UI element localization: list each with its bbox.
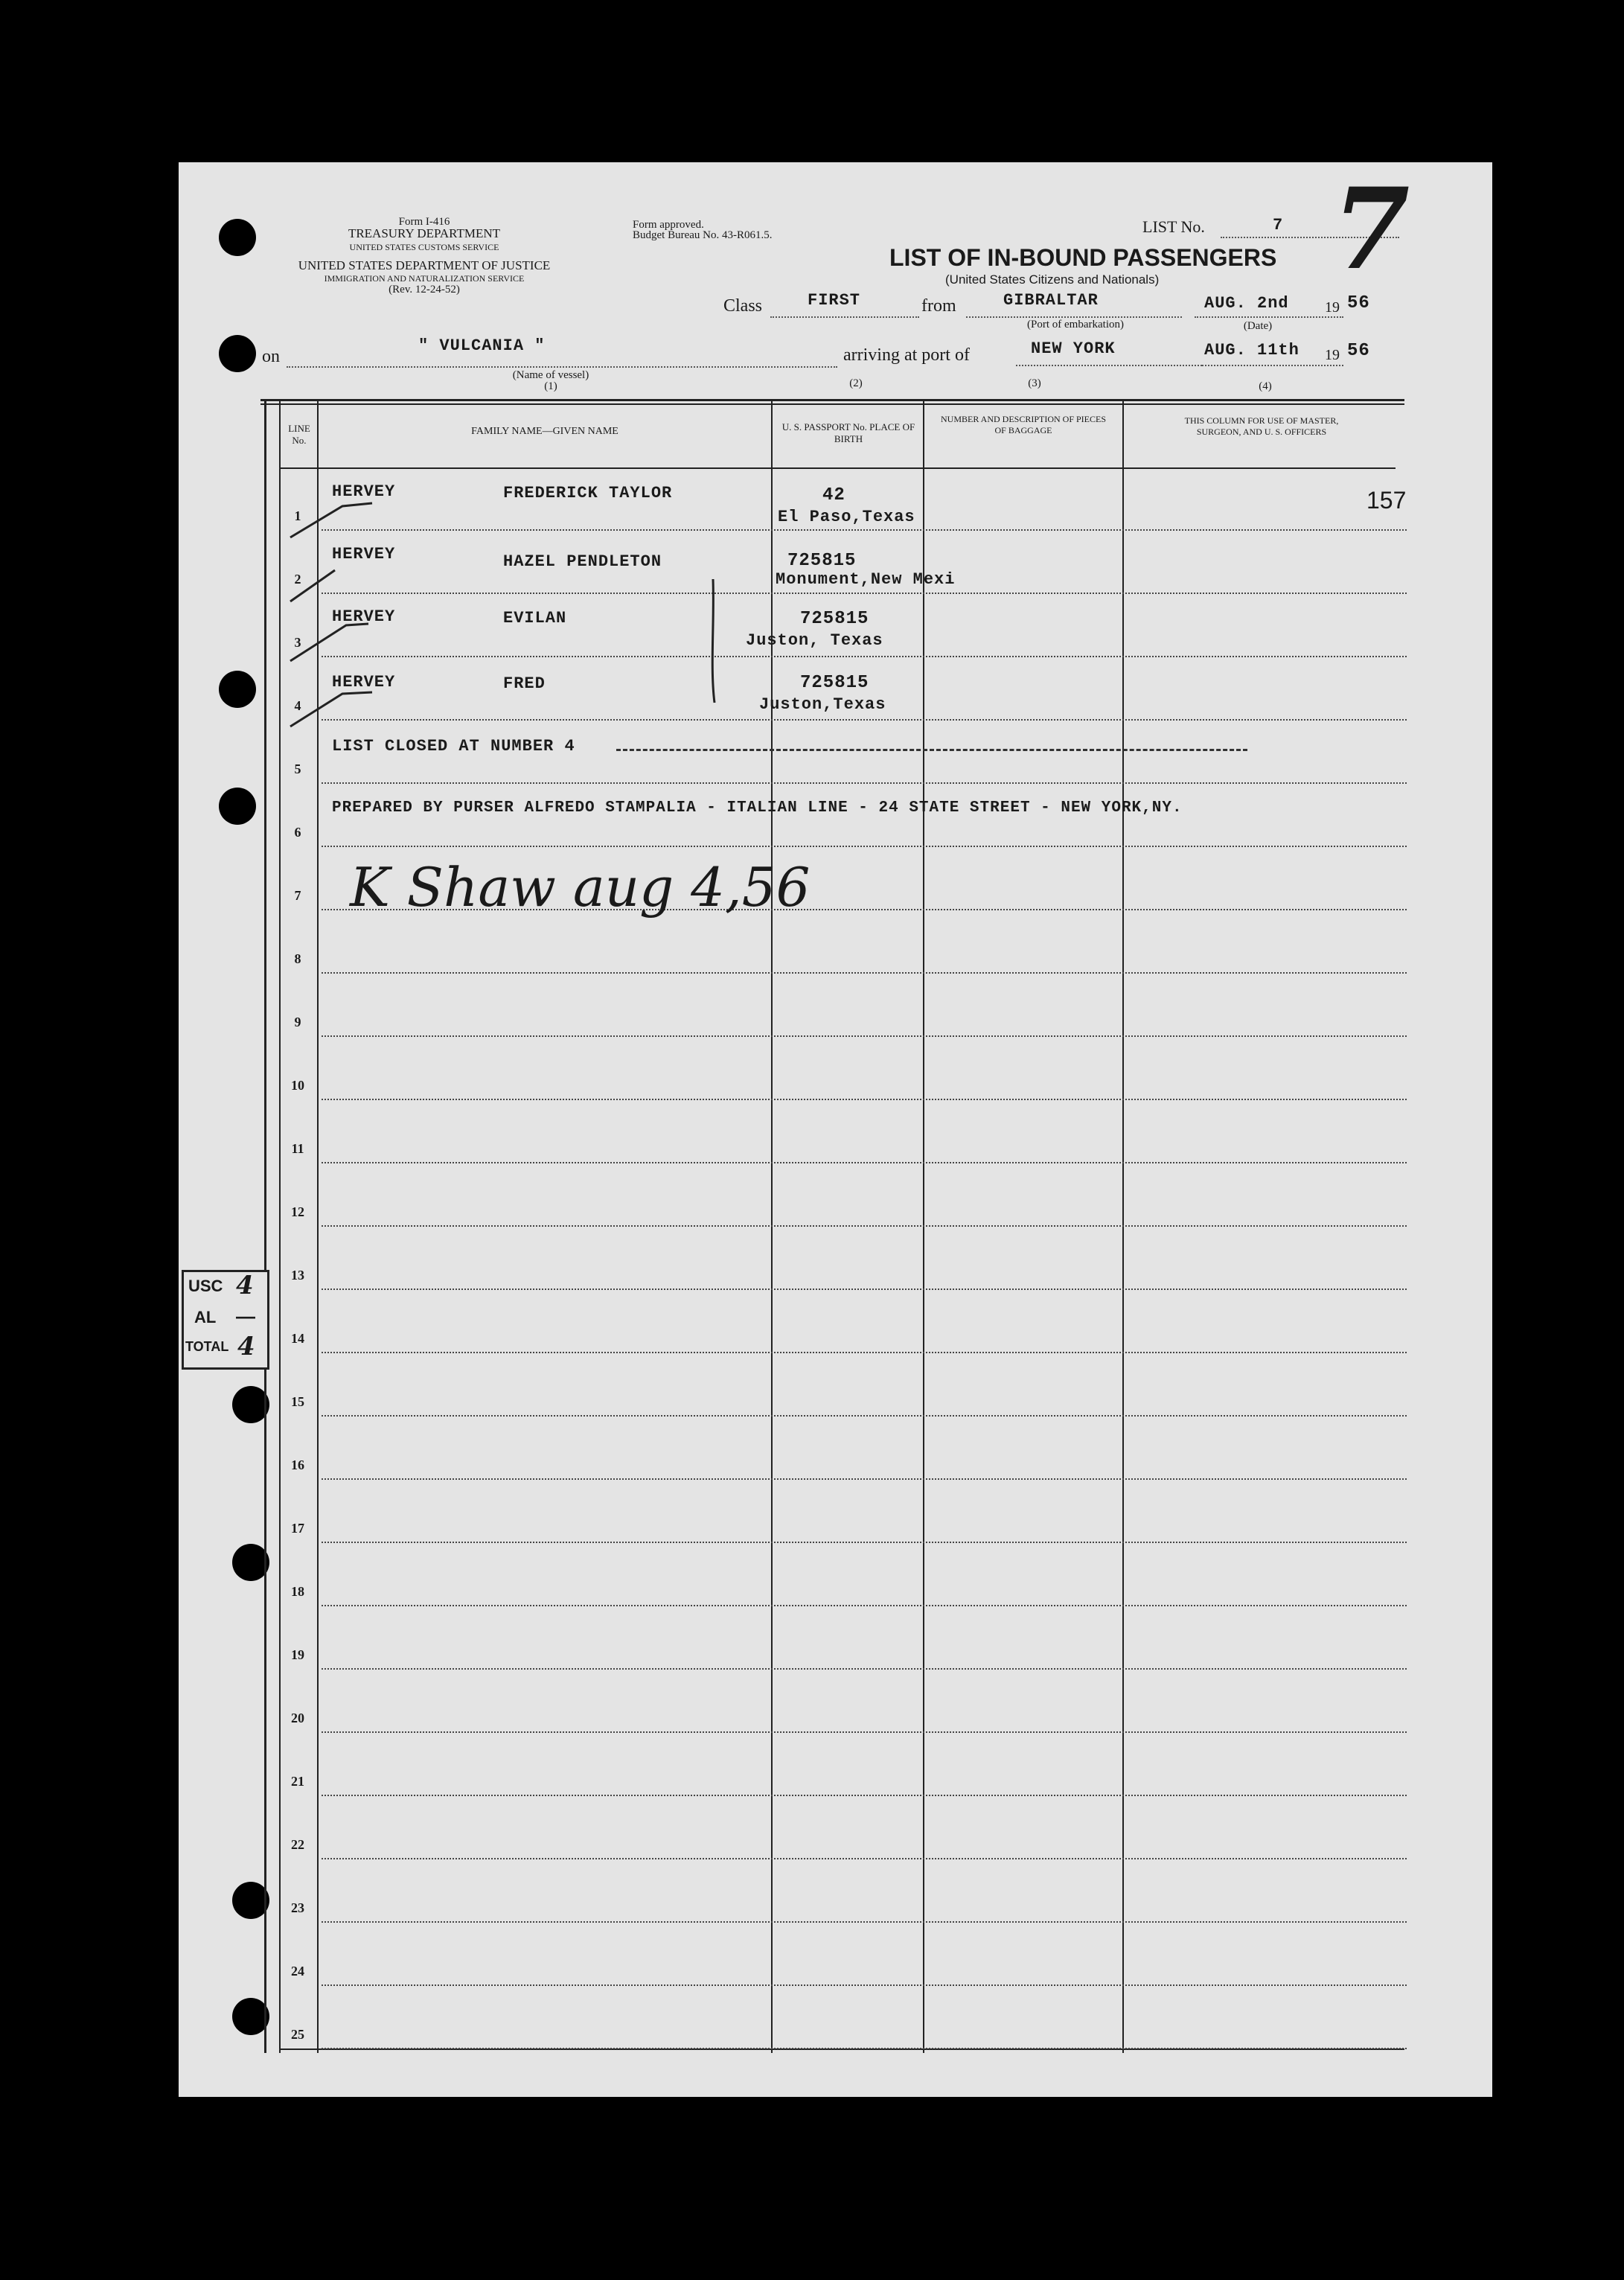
row-line [322, 2048, 1407, 2049]
arrival-port-line [1016, 365, 1202, 366]
al-label: AL [194, 1308, 217, 1326]
line-number: 14 [291, 1331, 304, 1346]
row-line [322, 1162, 1407, 1163]
row-line [322, 1668, 1407, 1670]
class-line [770, 316, 919, 318]
officers-header: THIS COLUMN FOR USE OF MASTER, SURGEON, AND U. S. OFFICERS [1184, 415, 1339, 437]
line-number: 18 [291, 1584, 304, 1599]
table-top-border [260, 399, 1404, 401]
table-left-border [264, 400, 266, 2053]
passenger-1-passport: 42 [822, 485, 845, 505]
passenger-3-family: HERVEY [332, 607, 396, 626]
departure-year-prefix: 19 [1325, 299, 1340, 316]
manifest-sheet [179, 162, 1492, 2097]
document-subtitle: (United States Citizens and Nationals) [945, 272, 1160, 287]
baggage-divider [1122, 400, 1124, 2053]
row-line [322, 1352, 1407, 1353]
passenger-4-birthplace: Juston,Texas [759, 695, 886, 714]
closed-dash-line [616, 749, 1247, 751]
treasury-department: TREASURY DEPARTMENT [348, 226, 501, 240]
passenger-2-family: HERVEY [332, 545, 396, 563]
on-label: on [262, 347, 280, 366]
total-label: TOTAL [185, 1339, 229, 1354]
from-label: from [921, 296, 956, 316]
row-line [322, 1289, 1407, 1290]
list-no-value: 7 [1273, 216, 1284, 234]
form-approved: Form approved. [633, 219, 704, 231]
row-line [322, 1731, 1407, 1733]
budget-bureau: Budget Bureau No. 43-R061.5. [633, 229, 773, 241]
line-number: 19 [291, 1647, 304, 1662]
line-number: 4 [294, 698, 301, 713]
passenger-3-passport: 725815 [800, 609, 869, 629]
passenger-1-family: HERVEY [332, 482, 396, 501]
date-label: (Date) [1243, 320, 1273, 332]
row-line [322, 1542, 1407, 1543]
passport-header: U. S. PASSPORT No. PLACE OF BIRTH [781, 421, 915, 444]
row-line [322, 1478, 1407, 1480]
passenger-2-birthplace: Monument,New Mexi [776, 570, 956, 589]
line-number: 8 [294, 951, 301, 966]
large-handwritten-number: 7 [1332, 164, 1410, 295]
table-left-border-2 [279, 400, 281, 2053]
line-number: 3 [294, 635, 301, 650]
line-number: 22 [291, 1837, 304, 1852]
department-of-justice: UNITED STATES DEPARTMENT OF JUSTICE [298, 258, 551, 272]
document-title: LIST OF IN-BOUND PASSENGERS [889, 244, 1277, 271]
punch-hole [219, 788, 256, 825]
departure-year: 56 [1347, 293, 1370, 313]
line-number: 11 [291, 1141, 304, 1156]
line-number: 5 [294, 761, 301, 776]
line-number: 7 [294, 888, 301, 903]
col3-label: (3) [1028, 377, 1041, 389]
arrival-date-line [1202, 365, 1343, 366]
margin-number: 157 [1366, 487, 1407, 514]
header-bottom-border [279, 467, 1396, 469]
arrival-date: AUG. 11th [1204, 341, 1299, 360]
punch-hole [219, 335, 256, 372]
vessel-line [287, 366, 837, 368]
row-line [322, 719, 1407, 721]
usc-al-total-box [182, 1270, 269, 1370]
col2-label: (2) [849, 377, 863, 389]
col4-label: (4) [1259, 380, 1272, 392]
vessel-label: (Name of vessel) [512, 369, 589, 381]
passenger-4-given: FRED [503, 674, 546, 693]
row-line [322, 593, 1407, 594]
vessel-name: " VULCANIA " [418, 336, 546, 355]
line-number: 15 [291, 1394, 304, 1409]
line-number: 6 [294, 825, 301, 840]
row-line [322, 529, 1407, 531]
handwritten-signature: K Shaw aug 4,56 [350, 856, 811, 919]
row-line [322, 656, 1407, 657]
col1-label: (1) [544, 380, 557, 392]
row-line [322, 1035, 1407, 1037]
arrival-port: NEW YORK [1031, 339, 1116, 358]
row-line [322, 1921, 1407, 1923]
row-line [322, 846, 1407, 847]
line-number: 17 [291, 1521, 304, 1536]
bracket-mark [707, 578, 722, 704]
passenger-2-given: HAZEL PENDLETON [503, 552, 662, 571]
row-line [322, 1605, 1407, 1606]
line-number: 20 [291, 1711, 304, 1725]
surname-checkmarks [283, 476, 417, 729]
arrival-year-prefix: 19 [1325, 347, 1340, 363]
line-number: 9 [294, 1015, 301, 1029]
line-number: 1 [294, 508, 301, 523]
row-line [322, 972, 1407, 974]
embarkation-port: GIBRALTAR [1003, 291, 1099, 310]
departure-date: AUG. 2nd [1204, 294, 1289, 313]
total-value: 4 [237, 1332, 255, 1361]
line-number: 21 [291, 1774, 304, 1789]
row-line [322, 1984, 1407, 1986]
form-number: Form I-416 [398, 216, 450, 228]
line-number: 25 [291, 2027, 304, 2042]
list-no-label: LIST No. [1142, 217, 1205, 236]
port-embarkation-label: (Port of embarkation) [1027, 319, 1124, 330]
arriving-label: arriving at port of [843, 345, 970, 365]
passenger-2-passport: 725815 [787, 551, 857, 571]
line-number: 2 [294, 572, 301, 587]
passenger-3-birthplace: Juston, Texas [746, 631, 883, 650]
revision: (Rev. 12-24-52) [389, 284, 460, 296]
ins-label: IMMIGRATION AND NATURALIZATION SERVICE [324, 273, 525, 284]
row-line [322, 1225, 1407, 1227]
name-header: FAMILY NAME—GIVEN NAME [471, 426, 618, 437]
punch-hole [219, 219, 256, 256]
date-line [1195, 316, 1343, 318]
arrival-year: 56 [1347, 341, 1370, 361]
passenger-1-birthplace: El Paso,Texas [778, 508, 915, 526]
passenger-4-family: HERVEY [332, 673, 396, 692]
table-top-border-2 [260, 403, 1404, 405]
prepared-by-text: PREPARED BY PURSER ALFREDO STAMPALIA - ITALIAN LINE - 24 STATE STREET - NEW YORK,NY. [332, 799, 1183, 817]
line-number: 16 [291, 1457, 304, 1472]
line-number: 13 [291, 1268, 304, 1283]
row-line [322, 1415, 1407, 1417]
passport-divider [923, 400, 924, 2053]
row-line [322, 1099, 1407, 1100]
passenger-4-passport: 725815 [800, 673, 869, 693]
line-no-header: LINE No. [288, 423, 310, 446]
row-line [322, 782, 1407, 784]
line-number: 23 [291, 1900, 304, 1915]
list-closed-text: LIST CLOSED AT NUMBER 4 [332, 737, 575, 756]
punch-hole [219, 671, 256, 708]
line-number: 10 [291, 1078, 304, 1093]
al-value: — [236, 1305, 255, 1327]
class-value: FIRST [808, 291, 861, 310]
row-line [322, 1795, 1407, 1796]
class-label: Class [723, 296, 763, 316]
usc-value: 4 [236, 1271, 254, 1300]
passenger-1-given: FREDERICK TAYLOR [503, 484, 673, 502]
row-line [322, 1858, 1407, 1859]
line-number: 12 [291, 1204, 304, 1219]
usc-label: USC [188, 1277, 223, 1295]
customs-service: UNITED STATES CUSTOMS SERVICE [349, 242, 499, 252]
passenger-3-given: EVILAN [503, 609, 567, 628]
line-number: 24 [291, 1964, 304, 1979]
from-line [966, 316, 1182, 318]
baggage-header: NUMBER AND DESCRIPTION OF PIECES OF BAGGAGE [940, 414, 1107, 435]
